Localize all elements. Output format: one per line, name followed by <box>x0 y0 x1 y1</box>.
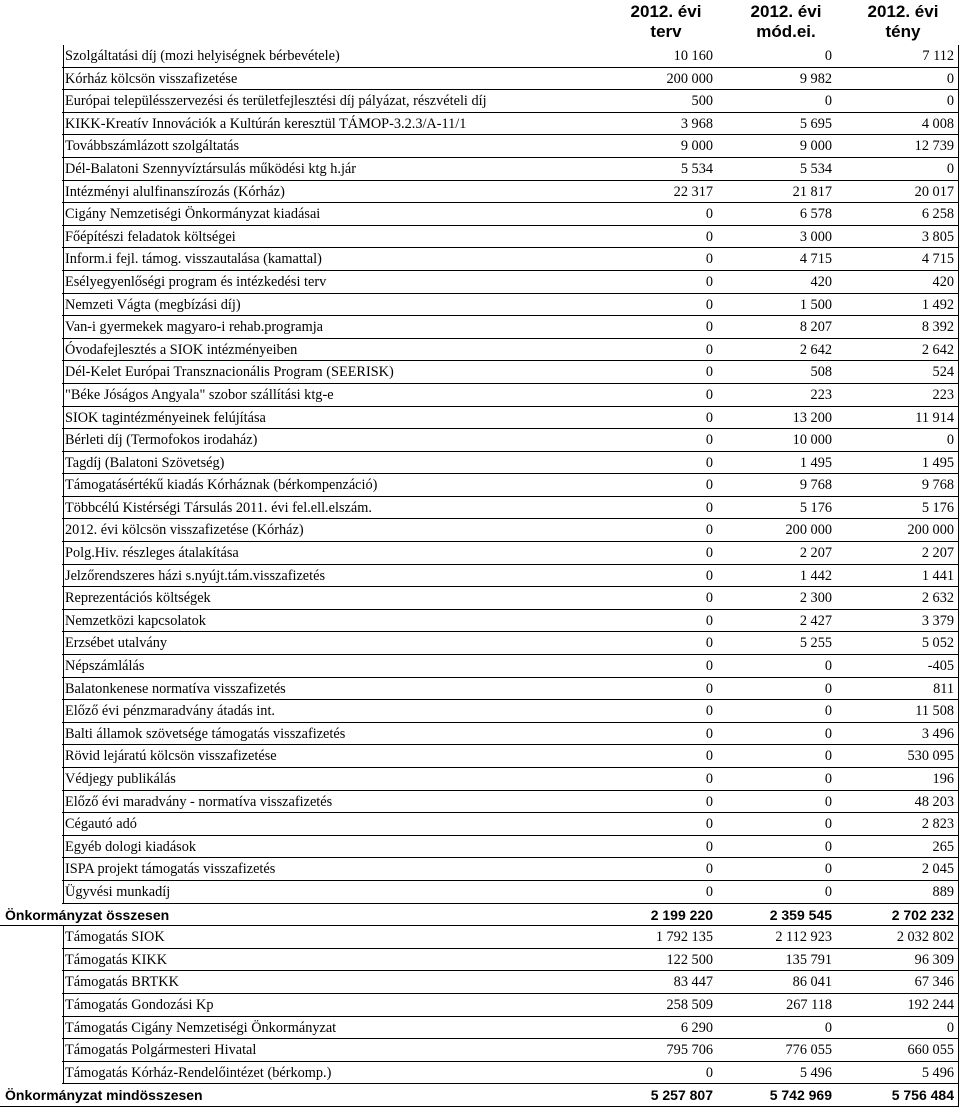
budget-table <box>0 45 960 1107</box>
row-value-actual: 2 642 <box>921 341 954 358</box>
row-right-border <box>958 926 959 949</box>
table-row <box>0 135 960 158</box>
row-value-plan: 200 000 <box>666 70 713 87</box>
row-value-modified: 0 <box>824 883 832 900</box>
row-label: Támogatás SIOK <box>63 926 165 949</box>
row-right-border <box>958 135 959 158</box>
row-value-plan: 0 <box>705 703 713 720</box>
row-value-modified: 0 <box>824 816 832 833</box>
row-value-actual: 12 739 <box>914 138 954 155</box>
row-label: Önkormányzat összesen <box>5 906 170 923</box>
row-value-plan: 0 <box>705 590 713 607</box>
row-value-plan: 0 <box>705 883 713 900</box>
row-label: Esélyegyenlőségi program és intézkedési terv <box>63 271 326 294</box>
row-value-plan: 0 <box>705 477 713 494</box>
table-row <box>0 158 960 181</box>
row-value-plan: 0 <box>705 816 713 833</box>
row-value-modified: 0 <box>824 703 832 720</box>
row-value-modified: 0 <box>824 1019 832 1036</box>
header-col-actual-line2: tény <box>885 22 921 41</box>
table-row <box>0 723 960 746</box>
row-value-modified: 9 000 <box>799 138 832 155</box>
row-value-actual: 1 441 <box>921 567 954 584</box>
row-value-plan: 5 534 <box>680 160 713 177</box>
row-label: Nemzeti Vágta (megbízási díj) <box>63 294 241 317</box>
row-right-border <box>958 226 959 249</box>
row-value-actual: 7 112 <box>922 48 954 64</box>
row-value-actual: 0 <box>946 93 954 110</box>
table-row <box>0 745 960 768</box>
row-value-modified: 0 <box>824 93 832 110</box>
row-value-modified: 86 041 <box>792 974 832 991</box>
row-divider <box>0 1106 959 1107</box>
table-row <box>0 655 960 678</box>
row-value-plan: 0 <box>705 409 713 426</box>
row-value-modified: 135 791 <box>785 951 832 968</box>
table-row <box>0 361 960 384</box>
row-value-modified: 508 <box>810 364 832 381</box>
row-value-actual: 2 207 <box>921 545 954 562</box>
table-row <box>0 813 960 836</box>
row-right-border <box>958 836 959 859</box>
row-value-actual: 96 309 <box>914 951 954 968</box>
row-label: Kórház kölcsön visszafizetése <box>63 68 237 91</box>
row-right-border <box>958 791 959 814</box>
row-value-plan: 258 509 <box>666 996 713 1013</box>
table-row <box>0 452 960 475</box>
row-label: Egyéb dologi kiadások <box>63 836 196 859</box>
table-row <box>0 339 960 362</box>
row-label: Európai településszervezési és területfejlesztési díj pályázat, részvételi díj <box>63 90 487 113</box>
row-label: Inform.i fejl. támog. visszautalása (kamattal) <box>63 248 322 271</box>
table-row <box>0 248 960 271</box>
row-value-actual: 2 823 <box>921 816 954 833</box>
row-value-actual: 524 <box>932 364 954 381</box>
row-value-plan: 0 <box>705 612 713 629</box>
row-value-actual: 196 <box>932 771 954 787</box>
row-value-actual: 5 496 <box>921 1064 954 1081</box>
row-value-modified: 2 112 923 <box>775 929 832 946</box>
row-value-plan: 0 <box>705 228 713 245</box>
row-right-border <box>958 723 959 746</box>
row-value-actual: 6 258 <box>921 206 954 223</box>
row-value-plan: 0 <box>705 748 713 765</box>
row-value-plan: 3 968 <box>680 115 713 132</box>
row-value-plan: 0 <box>705 296 713 313</box>
row-label: Támogatás Cigány Nemzetiségi Önkormányzat <box>63 1017 336 1040</box>
row-value-plan: 0 <box>705 454 713 471</box>
row-value-actual: 3 379 <box>921 612 954 629</box>
table-row <box>0 926 960 949</box>
table-row <box>0 384 960 407</box>
row-label: Támogatás Polgármesteri Hivatal <box>63 1039 256 1062</box>
row-value-modified: 4 715 <box>799 251 832 268</box>
row-label: ISPA projekt támogatás visszafizetés <box>63 858 275 881</box>
row-value-modified: 0 <box>824 680 832 697</box>
row-value-actual: 9 768 <box>921 477 954 494</box>
row-right-border <box>958 384 959 407</box>
row-value-plan: 6 290 <box>680 1019 713 1036</box>
row-label: Szolgáltatási díj (mozi helyiségnek bérbevétele) <box>63 45 340 68</box>
row-label: Önkormányzat mindösszesen <box>5 1087 203 1104</box>
row-value-actual: 5 756 484 <box>891 1087 954 1104</box>
row-value-actual: 660 055 <box>907 1042 954 1059</box>
row-value-actual: 0 <box>946 432 954 449</box>
row-value-modified: 21 817 <box>792 183 832 200</box>
row-value-plan: 0 <box>705 1064 713 1081</box>
row-value-modified: 6 578 <box>799 206 832 223</box>
row-value-modified: 0 <box>824 793 832 810</box>
row-label: Támogatás BRTKK <box>63 971 179 994</box>
table-row <box>0 632 960 655</box>
row-value-modified: 10 000 <box>792 432 832 449</box>
row-value-actual: 20 017 <box>914 183 954 200</box>
table-row <box>0 971 960 994</box>
row-right-border <box>958 316 959 339</box>
row-value-plan: 0 <box>705 341 713 358</box>
row-value-modified: 0 <box>824 838 832 855</box>
table-row <box>0 700 960 723</box>
row-value-plan: 0 <box>705 725 713 742</box>
row-label: Támogatás Kórház-Rendelőintézet (bérkomp.) <box>63 1062 331 1085</box>
table-row <box>0 407 960 430</box>
row-value-plan: 0 <box>705 680 713 697</box>
row-right-border <box>958 1039 959 1062</box>
table-row <box>0 858 960 881</box>
row-value-actual: -405 <box>927 658 954 675</box>
row-right-border <box>958 655 959 678</box>
row-value-modified: 0 <box>824 48 832 64</box>
row-value-actual: 2 632 <box>921 590 954 607</box>
row-value-modified: 0 <box>824 748 832 765</box>
row-value-plan: 500 <box>691 93 713 110</box>
row-value-modified: 776 055 <box>785 1042 832 1059</box>
row-value-modified: 5 742 969 <box>769 1087 832 1104</box>
row-right-border <box>958 248 959 271</box>
row-right-border <box>958 497 959 520</box>
row-label: Van-i gyermekek magyaro-i rehab.programja <box>63 316 323 339</box>
row-right-border <box>958 45 959 68</box>
table-row <box>0 519 960 542</box>
row-value-actual: 0 <box>946 1019 954 1036</box>
row-value-modified: 1 500 <box>799 296 832 313</box>
row-value-plan: 0 <box>705 567 713 584</box>
table-row <box>0 429 960 452</box>
table-row <box>0 542 960 565</box>
row-label: Tagdíj (Balatoni Szövetség) <box>63 452 224 475</box>
row-right-border <box>958 361 959 384</box>
row-right-border <box>958 1062 959 1085</box>
row-value-actual: 5 052 <box>921 635 954 652</box>
row-label: Balatonkenese normatíva visszafizetés <box>63 678 286 701</box>
row-value-modified: 9 982 <box>799 70 832 87</box>
table-row <box>0 881 960 904</box>
row-right-border <box>958 565 959 588</box>
row-value-plan: 0 <box>705 771 713 787</box>
row-right-border <box>958 745 959 768</box>
table-row <box>0 1039 960 1062</box>
row-right-border <box>958 949 959 972</box>
row-label: KIKK-Kreatív Innovációk a Kultúrán keresztül TÁMOP-3.2.3/A-11/1 <box>63 113 466 136</box>
row-value-plan: 0 <box>705 658 713 675</box>
table-row <box>0 587 960 610</box>
row-value-plan: 122 500 <box>666 951 713 968</box>
row-label: Előző évi maradvány - normatíva visszafizetés <box>63 791 332 814</box>
row-value-actual: 3 496 <box>921 725 954 742</box>
row-value-modified: 13 200 <box>792 409 832 426</box>
row-right-border <box>958 1084 959 1107</box>
row-value-actual: 811 <box>933 680 954 697</box>
row-value-modified: 200 000 <box>785 522 832 539</box>
row-value-actual: 4 715 <box>921 251 954 268</box>
row-value-actual: 2 045 <box>921 861 954 878</box>
row-value-actual: 0 <box>946 160 954 177</box>
row-value-modified: 2 207 <box>799 545 832 562</box>
row-right-border <box>958 971 959 994</box>
row-label: Rövid lejáratú kölcsön visszafizetése <box>63 745 277 768</box>
row-label: Balti államok szövetsége támogatás visszafizetés <box>63 723 345 746</box>
row-label: Reprezentációs költségek <box>63 587 211 610</box>
header-col-modified <box>726 2 846 42</box>
row-right-border <box>958 519 959 542</box>
row-value-modified: 5 695 <box>799 115 832 132</box>
table-row <box>0 791 960 814</box>
table-row <box>0 113 960 136</box>
row-value-actual: 8 392 <box>921 319 954 336</box>
header-col-actual <box>846 2 960 42</box>
row-right-border <box>958 294 959 317</box>
row-value-modified: 2 359 545 <box>769 906 832 923</box>
row-value-actual: 4 008 <box>921 115 954 132</box>
row-right-border <box>958 158 959 181</box>
row-label: Cégautó adó <box>63 813 137 836</box>
row-value-actual: 420 <box>932 273 954 290</box>
row-label: Nemzetközi kapcsolatok <box>63 610 206 633</box>
row-right-border <box>958 904 959 927</box>
row-value-actual: 192 244 <box>907 996 954 1013</box>
header-col-plan-line2: terv <box>650 22 682 41</box>
row-value-modified: 5 496 <box>799 1064 832 1081</box>
row-value-modified: 0 <box>824 725 832 742</box>
row-value-modified: 0 <box>824 861 832 878</box>
table-row <box>0 678 960 701</box>
row-right-border <box>958 90 959 113</box>
row-value-actual: 889 <box>932 883 954 900</box>
row-label: Ügyvési munkadíj <box>63 881 170 904</box>
row-value-actual: 530 095 <box>907 748 954 765</box>
row-value-plan: 0 <box>705 522 713 539</box>
table-row <box>0 203 960 226</box>
column-header <box>0 0 960 45</box>
row-label: Dél-Kelet Európai Transznacionális Program (SEERISK) <box>63 361 394 384</box>
row-right-border <box>958 632 959 655</box>
row-right-border <box>958 610 959 633</box>
row-right-border <box>958 881 959 904</box>
table-row <box>0 1062 960 1085</box>
total-row <box>0 904 960 927</box>
row-right-border <box>958 429 959 452</box>
row-value-actual: 67 346 <box>914 974 954 991</box>
row-value-modified: 8 207 <box>799 319 832 336</box>
row-label: Bérleti díj (Termofokos irodaház) <box>63 429 257 452</box>
row-value-plan: 0 <box>705 635 713 652</box>
row-value-plan: 0 <box>705 206 713 223</box>
row-value-plan: 795 706 <box>666 1042 713 1059</box>
row-value-plan: 0 <box>705 319 713 336</box>
row-label: Intézményi alulfinanszírozás (Kórház) <box>63 181 285 204</box>
row-right-border <box>958 858 959 881</box>
row-value-plan: 0 <box>705 251 713 268</box>
table-row <box>0 836 960 859</box>
row-value-modified: 2 642 <box>799 341 832 358</box>
row-value-actual: 5 176 <box>921 499 954 516</box>
row-value-actual: 2 032 802 <box>896 929 954 946</box>
table-row <box>0 610 960 633</box>
row-value-actual: 3 805 <box>921 228 954 245</box>
row-label: Előző évi pénzmaradvány átadás int. <box>63 700 275 723</box>
header-col-plan <box>606 2 726 42</box>
table-row <box>0 226 960 249</box>
row-label: Cigány Nemzetiségi Önkormányzat kiadásai <box>63 203 320 226</box>
row-right-border <box>958 181 959 204</box>
row-value-plan: 0 <box>705 364 713 381</box>
row-value-plan: 0 <box>705 793 713 810</box>
row-label: Többcélú Kistérségi Társulás 2011. évi fel.ell.elszám. <box>63 497 372 520</box>
table-row <box>0 90 960 113</box>
table-row <box>0 949 960 972</box>
row-right-border <box>958 68 959 91</box>
row-label: Dél-Balatoni Szennyvíztársulás működési ktg h.jár <box>63 158 356 181</box>
row-value-actual: 11 914 <box>915 409 954 426</box>
row-label: Polg.Hiv. részleges átalakítása <box>63 542 239 565</box>
row-value-plan: 9 000 <box>680 138 713 155</box>
row-right-border <box>958 452 959 475</box>
row-value-modified: 1 495 <box>799 454 832 471</box>
table-row <box>0 474 960 497</box>
row-value-actual: 48 203 <box>914 793 954 810</box>
row-value-plan: 10 160 <box>673 48 713 64</box>
table-row <box>0 271 960 294</box>
row-right-border <box>958 542 959 565</box>
row-right-border <box>958 700 959 723</box>
row-value-plan: 1 792 135 <box>655 929 713 946</box>
row-value-modified: 0 <box>824 658 832 675</box>
row-right-border <box>958 113 959 136</box>
row-value-plan: 22 317 <box>673 183 713 200</box>
row-label: Népszámlálás <box>63 655 144 678</box>
row-value-actual: 1 495 <box>921 454 954 471</box>
row-right-border <box>958 587 959 610</box>
row-value-actual: 265 <box>932 838 954 855</box>
row-value-plan: 5 257 807 <box>650 1087 713 1104</box>
row-value-modified: 5 255 <box>799 635 832 652</box>
row-value-plan: 2 199 220 <box>650 906 713 923</box>
row-value-plan: 0 <box>705 432 713 449</box>
row-value-actual: 223 <box>932 386 954 403</box>
row-value-modified: 2 300 <box>799 590 832 607</box>
row-value-modified: 2 427 <box>799 612 832 629</box>
table-row <box>0 68 960 91</box>
row-value-modified: 5 534 <box>799 160 832 177</box>
row-label: Jelzőrendszeres házi s.nyújt.tám.visszafizetés <box>63 565 325 588</box>
row-right-border <box>958 407 959 430</box>
row-right-border <box>958 994 959 1017</box>
row-value-modified: 420 <box>810 273 832 290</box>
row-value-plan: 0 <box>705 545 713 562</box>
row-value-modified: 9 768 <box>799 477 832 494</box>
table-row <box>0 181 960 204</box>
row-right-border <box>958 339 959 362</box>
table-row <box>0 565 960 588</box>
row-value-actual: 1 492 <box>921 296 954 313</box>
row-label: Támogatás Gondozási Kp <box>63 994 214 1017</box>
row-value-actual: 200 000 <box>907 522 954 539</box>
row-value-modified: 267 118 <box>786 996 832 1013</box>
row-right-border <box>958 813 959 836</box>
row-label: SIOK tagintézményeinek felújítása <box>63 407 266 430</box>
row-label: Támogatásértékű kiadás Kórháznak (bérkompenzáció) <box>63 474 377 497</box>
total-row <box>0 1084 960 1107</box>
row-label: 2012. évi kölcsön visszafizetése (Kórház) <box>63 519 304 542</box>
row-value-modified: 1 442 <box>799 567 832 584</box>
row-value-actual: 2 702 232 <box>891 906 954 923</box>
row-right-border <box>958 768 959 791</box>
row-label: Főépítészi feladatok költségei <box>63 226 236 249</box>
header-col-modified-line1: 2012. évi <box>750 2 822 21</box>
row-value-plan: 0 <box>705 386 713 403</box>
row-value-plan: 0 <box>705 861 713 878</box>
row-value-actual: 0 <box>946 70 954 87</box>
row-label: Támogatás KIKK <box>63 949 167 972</box>
row-right-border <box>958 1017 959 1040</box>
row-right-border <box>958 474 959 497</box>
row-label: Erzsébet utalvány <box>63 632 167 655</box>
row-label: "Béke Jóságos Angyala" szobor szállítási ktg-e <box>63 384 334 407</box>
row-value-modified: 5 176 <box>799 499 832 516</box>
table-row <box>0 768 960 791</box>
table-row <box>0 45 960 68</box>
table-row <box>0 316 960 339</box>
row-value-modified: 223 <box>810 386 832 403</box>
table-row <box>0 294 960 317</box>
header-col-plan-line1: 2012. évi <box>630 2 702 21</box>
table-row <box>0 497 960 520</box>
row-right-border <box>958 271 959 294</box>
row-value-modified: 0 <box>824 771 832 787</box>
row-value-modified: 3 000 <box>799 228 832 245</box>
row-value-actual: 11 508 <box>915 703 954 720</box>
header-col-modified-line2: mód.ei. <box>756 22 816 41</box>
table-row <box>0 1017 960 1040</box>
row-label: Továbbszámlázott szolgáltatás <box>63 135 239 158</box>
row-right-border <box>958 678 959 701</box>
row-label: Védjegy publikálás <box>63 768 176 791</box>
row-value-plan: 0 <box>705 499 713 516</box>
row-value-plan: 0 <box>705 273 713 290</box>
row-value-plan: 0 <box>705 838 713 855</box>
row-right-border <box>958 203 959 226</box>
header-col-actual-line1: 2012. évi <box>867 2 939 21</box>
row-label: Óvodafejlesztés a SIOK intézményeiben <box>63 339 297 362</box>
table-row <box>0 994 960 1017</box>
row-value-plan: 83 447 <box>673 974 713 991</box>
